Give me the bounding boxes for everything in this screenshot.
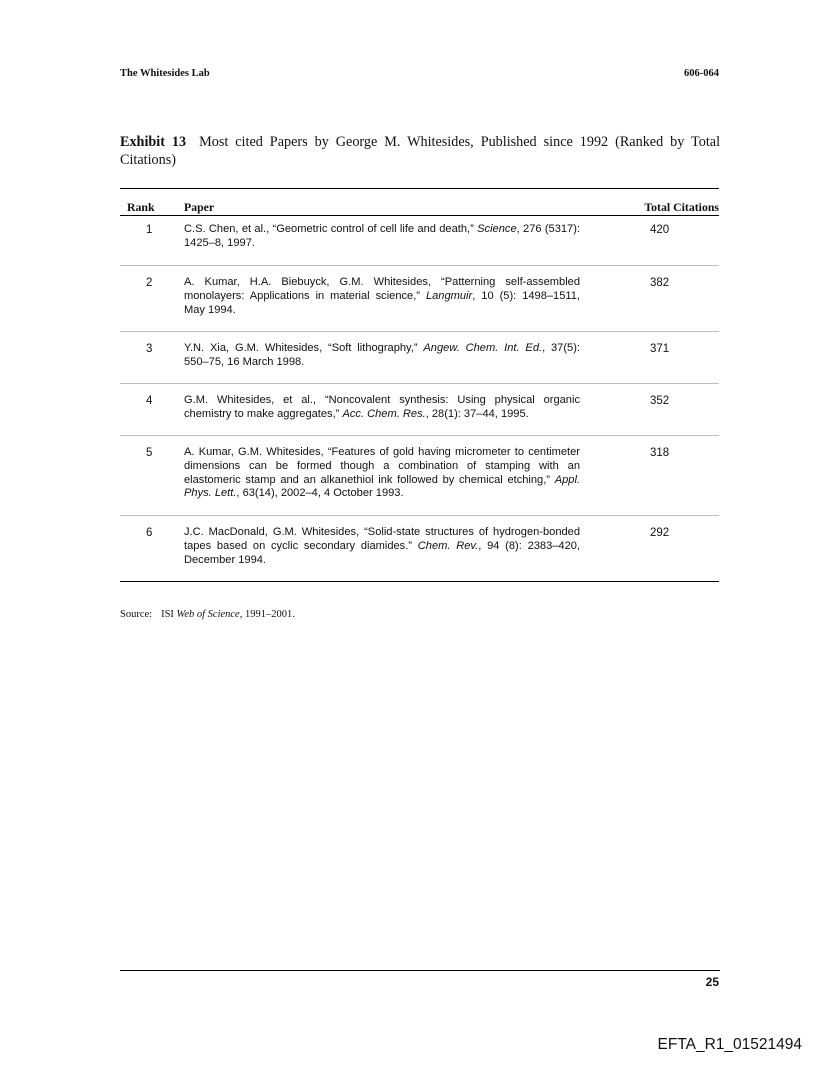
row-rank: 5	[146, 447, 153, 459]
table-header-row	[120, 189, 719, 213]
row-paper: C.S. Chen, et al., “Geometric control of cell life and death,” Science, 276 (5317): 1425–8, 1997.	[184, 223, 581, 249]
table-row	[120, 332, 719, 384]
row-citations: 352	[650, 395, 670, 407]
row-rank: 4	[146, 395, 153, 407]
source-title: Web of Science	[176, 609, 240, 620]
row-rank: 2	[146, 277, 153, 289]
row-citations: 420	[650, 224, 670, 236]
row-citations: 382	[650, 277, 670, 289]
table-row	[120, 436, 719, 516]
running-header-left: The Whitesides Lab	[120, 68, 210, 79]
row-rank: 1	[146, 224, 153, 236]
row-citations: 292	[650, 527, 670, 539]
table-row	[120, 516, 719, 582]
row-citations: 371	[650, 343, 670, 355]
citations-table	[120, 188, 719, 582]
row-paper: Y.N. Xia, G.M. Whitesides, “Soft lithography,” Angew. Chem. Int. Ed., 37(5): 550–75, 16 March 1998.	[184, 342, 580, 368]
row-paper: A. Kumar, H.A. Biebuyck, G.M. Whitesides, “Patterning self-assembled monolayers: Applications in material science,” Langmuir, 10 (5): 1498–1511, May 1994.	[184, 276, 580, 316]
running-header-right: 606-064	[684, 68, 719, 79]
column-header-paper: Paper	[184, 200, 215, 214]
table-row	[120, 213, 719, 266]
row-paper: G.M. Whitesides, et al., “Noncovalent synthesis: Using physical organic chemistry to make aggregates,” Acc. Chem. Res., 28(1): 37–44, 1995.	[184, 394, 580, 420]
footer-rule	[120, 970, 720, 971]
table-row	[120, 384, 719, 436]
exhibit-title: Most cited Papers by George M. Whitesides, Published since 1992 (Ranked by Total Citations)	[120, 134, 721, 168]
row-citations: 318	[650, 447, 670, 459]
row-paper: J.C. MacDonald, G.M. Whitesides, “Solid-state structures of hydrogen-bonded tapes based on cyclic secondary diamides.” Chem. Rev., 94 (8): 2383–420, December 1994.	[184, 526, 581, 566]
source-note: Source: ISI Web of Science, 1991–2001.	[120, 609, 295, 620]
exhibit-label: Exhibit 13	[120, 134, 187, 150]
page-number: 25	[705, 975, 719, 989]
document-id-stamp: EFTA_R1_01521494	[657, 1036, 802, 1053]
column-header-citations: Total Citations	[644, 200, 719, 214]
exhibit-caption	[120, 133, 720, 169]
row-paper: A. Kumar, G.M. Whitesides, “Features of gold having micrometer to centimeter dimensions can be formed though a combination of stamping with an elastomeric stamp and an alkanethiol ink followed by chemical etching,” Appl. Phys. Lett., 63(14), 2002–4, 4 October 1993.	[184, 446, 580, 500]
table-row	[120, 266, 719, 332]
column-header-rank: Rank	[127, 200, 155, 214]
row-rank: 3	[146, 343, 153, 355]
source-prefix: Source:	[120, 609, 153, 620]
row-rank: 6	[146, 527, 153, 539]
